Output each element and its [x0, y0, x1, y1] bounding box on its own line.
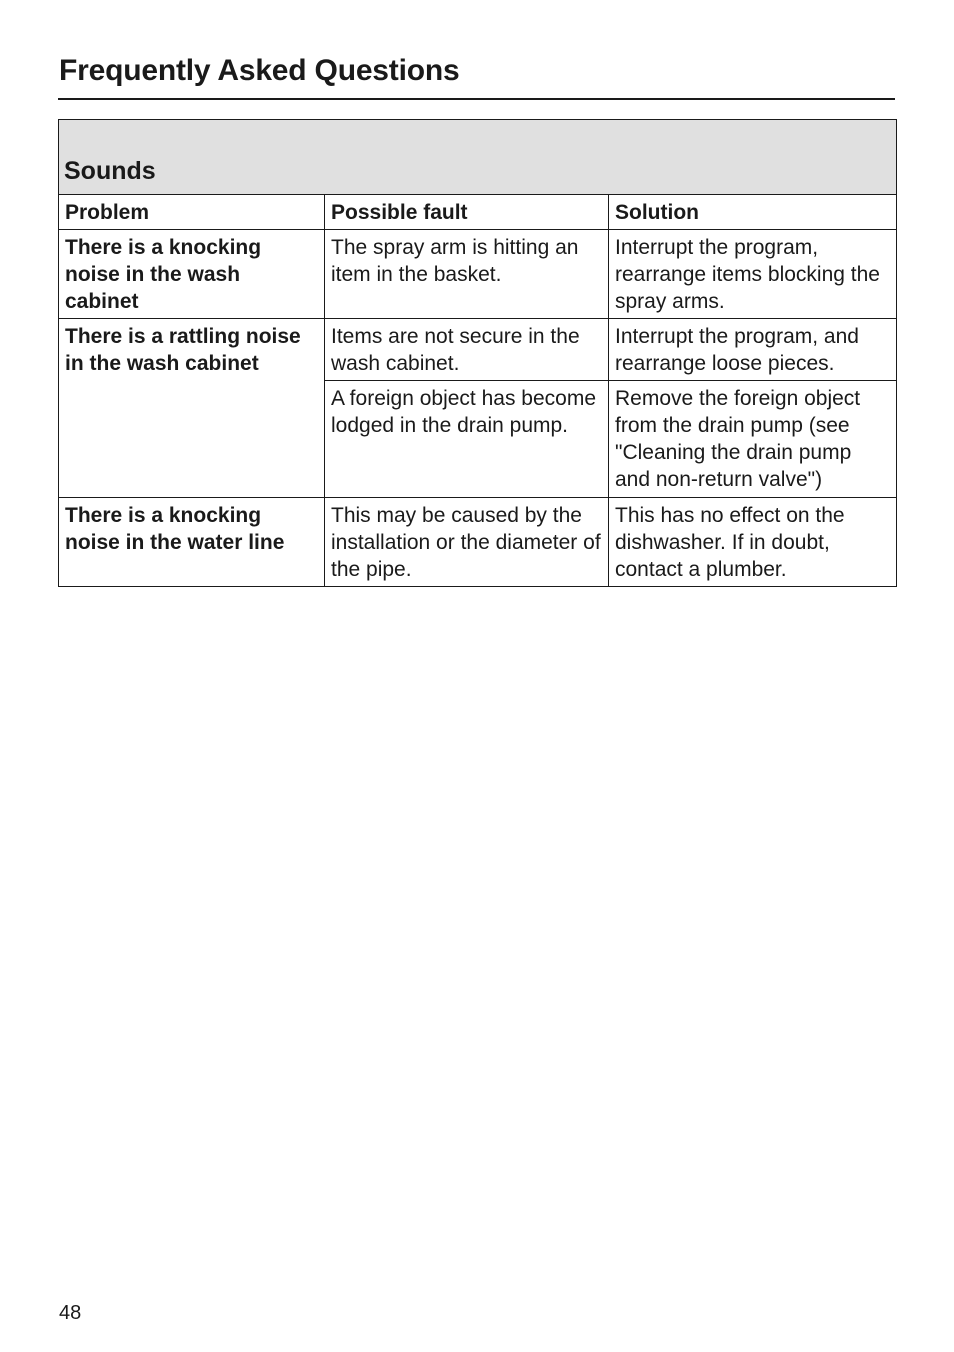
- page-number: 48: [59, 1302, 82, 1324]
- solution-cell: Interrupt the program, and rearrange loose pieces.: [609, 319, 897, 381]
- faq-table: [58, 119, 897, 587]
- solution-cell: Remove the foreign object from the drain pump (see "Cleaning the drain pump and non-return valve"): [609, 381, 897, 498]
- fault-cell: This may be caused by the installation or the diameter of the pipe.: [325, 498, 609, 587]
- table-row: [59, 319, 897, 381]
- column-header-solution: Solution: [609, 195, 897, 230]
- fault-cell: A foreign object has become lodged in the drain pump.: [325, 381, 609, 498]
- page-title: Frequently Asked Questions: [59, 54, 460, 87]
- table-row: [59, 230, 897, 319]
- table-row: [59, 498, 897, 587]
- column-header-problem: Problem: [59, 195, 325, 230]
- column-header-row: [59, 195, 897, 230]
- problem-cell: There is a knocking noise in the wash cabinet: [59, 230, 325, 319]
- fault-cell: The spray arm is hitting an item in the basket.: [325, 230, 609, 319]
- section-header-row: [59, 120, 897, 195]
- fault-cell: Items are not secure in the wash cabinet.: [325, 319, 609, 381]
- problem-cell: There is a knocking noise in the water line: [59, 498, 325, 587]
- solution-cell: Interrupt the program, rearrange items blocking the spray arms.: [609, 230, 897, 319]
- problem-cell: There is a rattling noise in the wash cabinet: [59, 319, 325, 498]
- section-title: Sounds: [59, 120, 897, 195]
- column-header-fault: Possible fault: [325, 195, 609, 230]
- title-divider: [58, 98, 895, 100]
- solution-cell: This has no effect on the dishwasher. If in doubt, contact a plumber.: [609, 498, 897, 587]
